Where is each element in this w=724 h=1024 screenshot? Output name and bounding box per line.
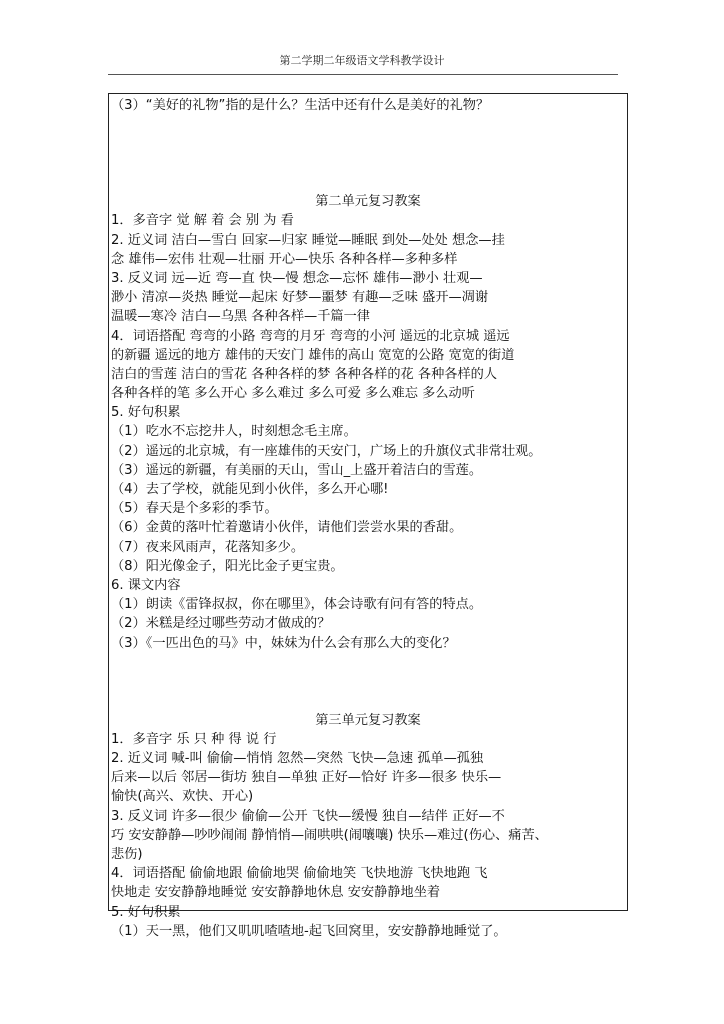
unit2-line: 2. 近义词 洁白—雪白 回家—归家 睡觉—睡眠 到处—处处 想念—挂 — [111, 232, 505, 248]
header-divider — [108, 74, 618, 75]
answer-space — [111, 115, 625, 192]
unit2-section — [111, 211, 625, 652]
top-question: （3）“美好的礼物”指的是什么？生活中还有什么是美好的礼物？ — [111, 98, 490, 113]
unit2-line: （1）朗读《雷锋叔叔，你在哪里》，体会诗歌有问有答的特点。 — [111, 597, 483, 613]
unit2-line: （3）《一匹出色的马》中，妹妹为什么会有那么大的变化？ — [111, 635, 456, 651]
unit3-line: 4．词语搭配 偷偷地跟 偷偷地哭 偷偷地笑 飞快地游 飞快地跑 飞 — [111, 866, 488, 882]
section-spacing — [111, 653, 625, 711]
unit2-line: 4．词语搭配 弯弯的小路 弯弯的月牙 弯弯的小河 遥远的北京城 遥远 — [111, 328, 510, 344]
unit3-line: 2. 近义词 喊-叫 偷偷—悄悄 忽然—突然 飞快—急速 孤单—孤独 — [111, 751, 484, 767]
unit2-line: （6）金黄的落叶忙着邀请小伙伴，请他们尝尝水果的香甜。 — [111, 520, 463, 536]
unit2-line: 6. 课文内容 — [111, 577, 181, 593]
unit3-line: 巧 安安静静—吵吵闹闹 静悄悄—闹哄哄(闹嚷嚷) 快乐—难过(伤心、痛苦、 — [111, 827, 548, 843]
unit3-line: 5. 好句积累 — [111, 904, 181, 920]
unit3-title: 第三单元复习教案 — [315, 712, 421, 728]
unit2-line: 洁白的雪莲 洁白的雪花 各种各样的梦 各种各样的花 各种各样的人 — [111, 366, 498, 382]
unit2-title: 第二单元复习教案 — [315, 194, 421, 210]
unit2-line: （2）米糕是经过哪些劳动才做成的？ — [111, 616, 331, 632]
unit3-line: 悲伤) — [111, 847, 143, 862]
unit2-line: 渺小 清凉—炎热 睡觉—起床 好梦—噩梦 有趣—乏味 盛开—凋谢 — [111, 290, 489, 306]
unit2-line: 各种各样的笔 多么开心 多么难过 多么可爱 多么难忘 多么动听 — [111, 386, 475, 402]
unit3-line: （1）天一黑，他们又叽叽喳喳地-起飞回窝里，安安静静地睡觉了。 — [111, 923, 507, 939]
unit2-line: （7）夜来风雨声，花落知多少。 — [111, 539, 305, 555]
unit3-line: 快地走 安安静静地睡觉 安安静静地休息 安安静静地坐着 — [111, 885, 441, 901]
unit2-line: 念 雄伟—宏伟 壮观—壮丽 开心—快乐 各种各样—多种多样 — [111, 251, 458, 267]
unit2-line: （4）去了学校，就能见到小伙伴，多么开心哪! — [111, 482, 389, 497]
unit2-line: （1）吃水不忘挖井人，时刻想念毛主席。 — [111, 424, 357, 440]
document-body — [111, 96, 625, 941]
unit3-line: 1．多音字 乐 只 种 得 说 行 — [111, 731, 277, 747]
unit2-line: （2）遥远的北京城，有一座雄伟的天安门，广场上的升旗仪式非常壮观。 — [111, 443, 542, 459]
unit2-line: （3）遥远的新疆，有美丽的天山，雪山_上盛开着洁白的雪莲。 — [111, 462, 483, 478]
unit3-line: 后来—以后 邻居—街坊 独自—单独 正好—恰好 许多—很多 快乐— — [111, 770, 502, 786]
unit3-section — [111, 730, 625, 941]
page-header: 第二学期二年级语文学科教学设计 — [279, 54, 445, 67]
unit2-line: （8）阳光像金子，阳光比金子更宝贵。 — [111, 558, 344, 574]
unit3-line: 3. 反义词 许多—很少 偷偷—公开 飞快—缓慢 独自—结伴 正好—不 — [111, 808, 505, 824]
unit2-line: 1．多音字 觉 解 着 会 别 为 看 — [111, 213, 294, 229]
unit2-line: 5. 好句积累 — [111, 405, 181, 421]
unit2-line: 温暖—寒冷 洁白—乌黑 各种各样—千篇一律 — [111, 309, 370, 325]
unit2-line: 3. 反义词 远—近 弯—直 快—慢 想念—忘怀 雄伟—渺小 壮观— — [111, 270, 483, 286]
unit2-line: 的新疆 遥远的地方 雄伟的天安门 雄伟的高山 宽宽的公路 宽宽的街道 — [111, 347, 515, 363]
unit2-line: （5）春天是个多彩的季节。 — [111, 501, 278, 517]
unit3-line: 愉快(高兴、欢快、开心) — [111, 789, 254, 805]
